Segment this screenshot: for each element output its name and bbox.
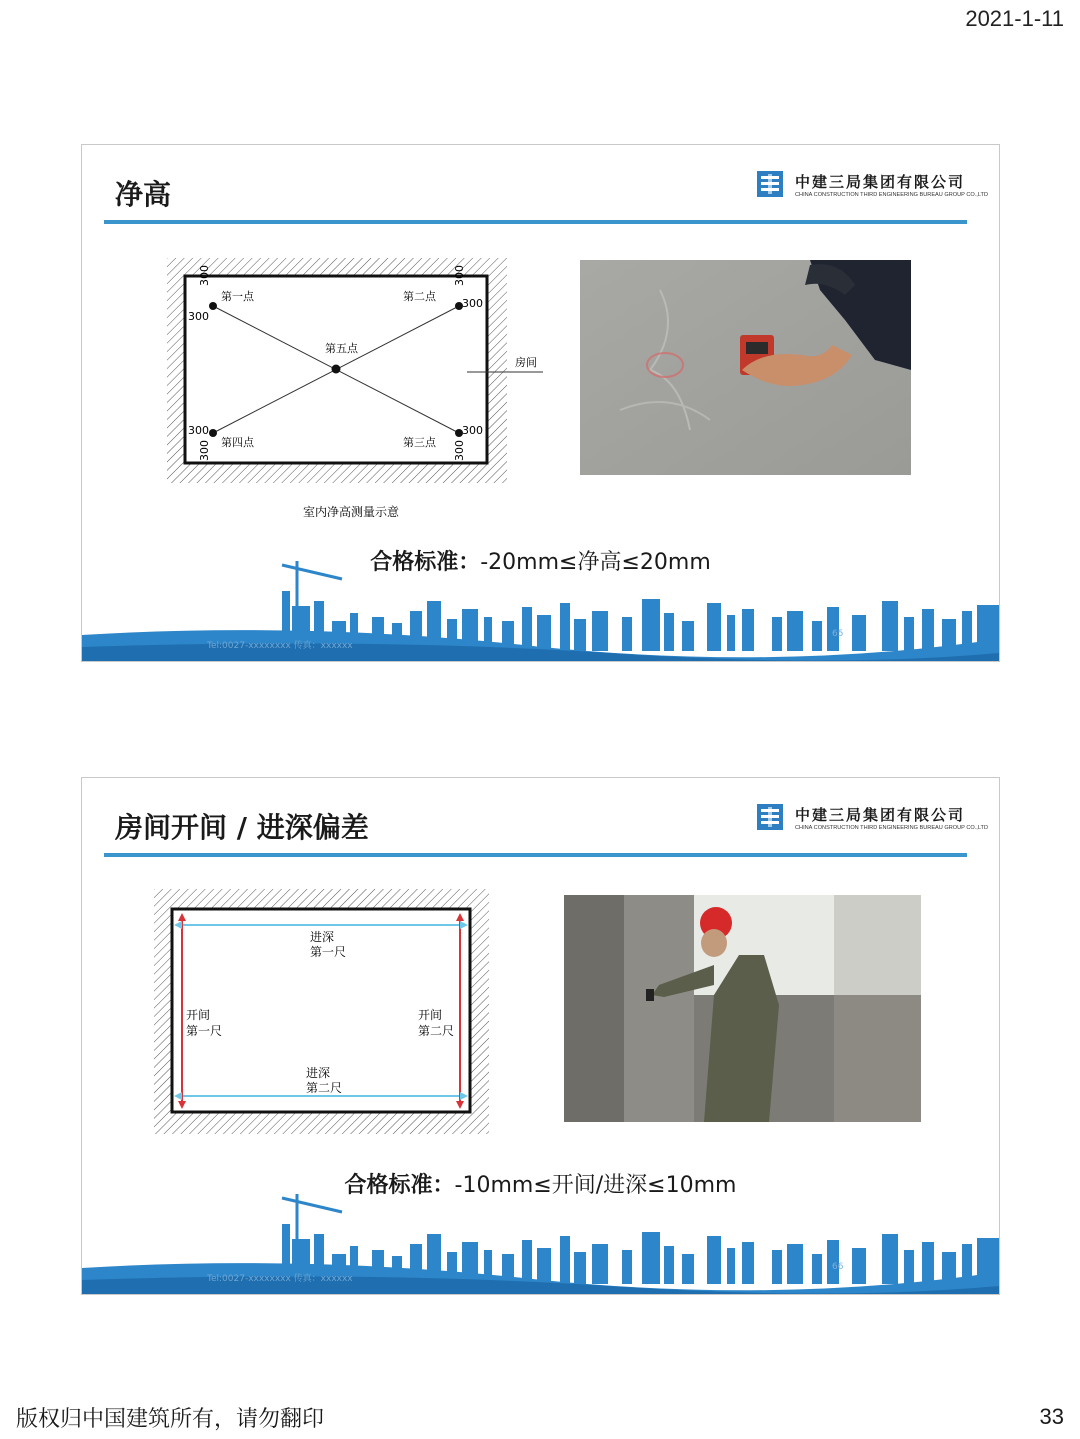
company-logo-icon: [757, 171, 783, 197]
point-4-dot: [209, 429, 217, 437]
bay-2-label: 第二尺: [418, 1024, 455, 1038]
slide-room-bay-depth: [81, 777, 1000, 1295]
depth-2-label: 第二尺: [306, 1081, 343, 1095]
offset-label: 300: [198, 265, 211, 286]
slide-number: 66: [832, 1262, 844, 1272]
point-3-label: 第三点: [403, 436, 436, 449]
offset-label: 300: [453, 265, 466, 286]
standard-label: 合格标准：: [370, 550, 481, 575]
slide-title: 净高: [115, 178, 172, 211]
offset-label: 300: [188, 310, 209, 323]
room-label: 房间: [515, 356, 537, 369]
photo-laser-measure: [580, 260, 911, 475]
offset-label: 300: [188, 424, 209, 437]
company-name-cn: 中建三局集团有限公司: [795, 806, 966, 824]
clear-height-diagram: [167, 258, 547, 518]
depth-1-label: 进深: [310, 930, 335, 944]
slide-title: 房间开间 / 进深偏差: [115, 811, 369, 844]
standard-value: -10mm≤开间/进深≤10mm: [454, 1173, 737, 1198]
title-rule: [104, 853, 967, 857]
footer-note: Tel:0027-xxxxxxxx 传真：xxxxxx: [207, 641, 353, 651]
bay-depth-diagram: [154, 889, 490, 1135]
company-logo: [757, 804, 989, 838]
depth-1-label: 第一尺: [310, 945, 347, 959]
company-logo: [757, 171, 989, 205]
company-name-cn: 中建三局集团有限公司: [795, 173, 966, 191]
title-rule: [104, 220, 967, 224]
depth-2-label: 进深: [306, 1066, 331, 1080]
point-1-dot: [209, 302, 217, 310]
slide-clear-height: [81, 144, 1000, 662]
footer-note: Tel:0027-xxxxxxxx 传真：xxxxxx: [207, 1274, 353, 1284]
company-logo-icon: [757, 804, 783, 830]
diagram-caption: 室内净高测量示意: [303, 505, 400, 518]
slide-number: 65: [832, 629, 844, 639]
bay-1-label: 第一尺: [186, 1024, 223, 1038]
page-date: 2021-1-11: [965, 6, 1064, 31]
bay-2-label: 开间: [418, 1008, 443, 1022]
point-4-label: 第四点: [221, 436, 254, 449]
offset-label: 300: [462, 297, 483, 310]
company-name-en: CHINA CONSTRUCTION THIRD ENGINEERING BUREAU GROUP CO.,LTD: [795, 825, 989, 831]
point-5-label: 第五点: [325, 342, 358, 355]
offset-label: 300: [462, 424, 483, 437]
standard-value: -20mm≤净高≤20mm: [480, 550, 711, 575]
offset-label: 300: [453, 440, 466, 461]
point-2-label: 第二点: [403, 290, 436, 303]
photo-worker-measuring: [564, 895, 921, 1122]
standard-label: 合格标准：: [344, 1173, 455, 1198]
bay-1-label: 开间: [186, 1008, 211, 1022]
offset-label: 300: [198, 440, 211, 461]
company-name-en: CHINA CONSTRUCTION THIRD ENGINEERING BUREAU GROUP CO.,LTD: [795, 192, 989, 198]
copyright-notice: 版权归中国建筑所有，请勿翻印: [16, 1407, 325, 1432]
page-number: 33: [1039, 1404, 1064, 1429]
point-5-dot: [332, 365, 341, 374]
point-1-label: 第一点: [221, 290, 254, 303]
